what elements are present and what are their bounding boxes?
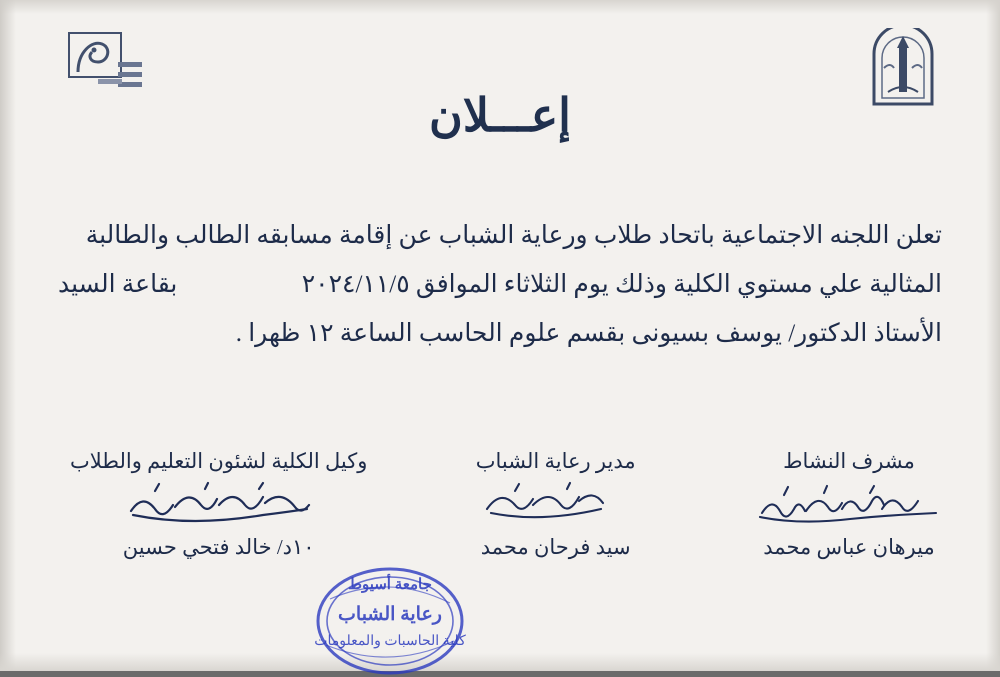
body-line-2-start: المثالية علي مستوي الكلية وذلك يوم الثلاثاء الموافق ٢٠٢٤/١١/٥ — [301, 270, 942, 298]
body-line-2-end: بقاعة السيد — [58, 270, 178, 298]
signature-name: ١٠د/ خالد فتحي حسين — [122, 535, 315, 560]
body-line-1: تعلن اللجنه الاجتماعية باتحاد طلاب ورعاية الشباب عن إقامة مسابقه الطالب والطالبة — [85, 222, 942, 249]
paper-edge-top — [0, 0, 1000, 14]
signature-vice-dean — [70, 448, 367, 560]
signature-name: ميرهان عباس محمد — [763, 535, 935, 560]
stamp-line-3: كلية الحاسبات والمعلومات — [314, 634, 466, 649]
stamp-line-2: رعاية الشباب — [338, 604, 442, 625]
signature-role: وكيل الكلية لشئون التعليم والطلاب — [70, 449, 368, 473]
signature-name: سيد فرحان محمد — [480, 535, 631, 560]
official-stamp — [300, 559, 480, 677]
signature-handwriting — [70, 479, 367, 535]
signature-handwriting — [744, 479, 954, 535]
page-title: إعـــلان — [429, 90, 571, 141]
announcement-body — [58, 212, 942, 358]
signature-activity-supervisor — [744, 448, 954, 560]
signature-role: مشرف النشاط — [783, 449, 915, 473]
signature-role: مدير رعاية الشباب — [475, 449, 636, 473]
body-line-2 — [58, 261, 942, 310]
body-line-3: الأستاذ الدكتور/ يوسف بسيونى بقسم علوم الحاسب الساعة ١٢ ظهرا . — [235, 319, 942, 347]
signature-block — [60, 448, 960, 560]
signature-youth-care-director — [451, 448, 661, 560]
signature-handwriting — [451, 479, 661, 535]
stamp-line-1: جامعة أسيوط — [348, 577, 432, 593]
faculty-logo-icon — [68, 32, 144, 94]
paper-edge-bottom — [0, 653, 1000, 671]
stamp-text — [300, 559, 480, 677]
